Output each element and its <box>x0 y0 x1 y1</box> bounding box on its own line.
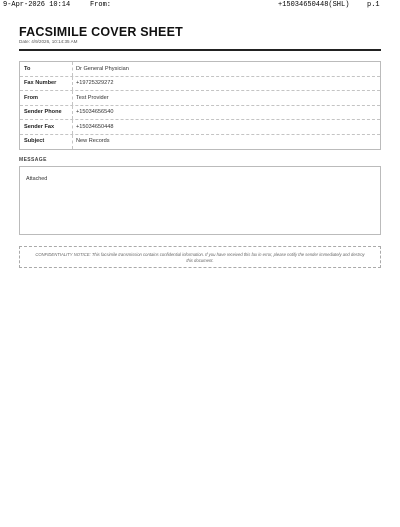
info-row-sender-fax <box>20 120 380 135</box>
message-box <box>19 166 381 235</box>
cover-date: Date: 4/9/2026, 10:14:35 AM <box>19 39 78 44</box>
page-title: FACSIMILE COVER SHEET <box>19 25 183 39</box>
fax-header-date-time: 9-Apr-2026 10:14 <box>3 1 71 9</box>
info-row-to <box>20 62 380 77</box>
title-divider <box>19 49 381 51</box>
confidentiality-notice-text: CONFIDENTIALITY NOTICE: This facsimile transmission contains confidential information. If you have received this fax in error, please notify the sender immediately and destroy this document. <box>35 252 365 264</box>
info-label: To <box>24 65 31 72</box>
column-divider <box>72 77 73 91</box>
confidentiality-notice-box <box>19 246 381 268</box>
info-label: Sender Fax <box>24 123 55 130</box>
info-label: Fax Number <box>24 80 57 87</box>
info-label: Subject <box>24 138 45 145</box>
info-value: +15034656540 <box>76 109 114 116</box>
column-divider <box>72 120 73 134</box>
info-value: New Records <box>76 138 110 145</box>
info-row-from <box>20 91 380 106</box>
info-value: Test Provider <box>76 94 109 101</box>
info-row-fax-number <box>20 77 380 92</box>
fax-transmission-header <box>0 0 400 10</box>
info-label: Sender Phone <box>24 109 62 116</box>
info-row-subject <box>20 135 380 150</box>
info-label: From <box>24 94 38 101</box>
recipient-info-table <box>19 61 381 150</box>
column-divider <box>72 135 73 150</box>
info-value: +15034650448 <box>76 123 114 130</box>
fax-header-number: +15034650448(SHL) <box>278 1 350 9</box>
info-value: Dr General Physician <box>76 65 129 72</box>
column-divider <box>72 91 73 105</box>
info-value: +19725329272 <box>76 80 114 87</box>
column-divider <box>72 106 73 120</box>
column-divider <box>72 62 73 76</box>
message-label: MESSAGE <box>19 157 47 163</box>
fax-header-from-label: From: <box>90 1 112 9</box>
info-row-sender-phone <box>20 106 380 121</box>
fax-header-page: p.1 <box>367 1 380 9</box>
message-text: Attached <box>26 176 48 182</box>
